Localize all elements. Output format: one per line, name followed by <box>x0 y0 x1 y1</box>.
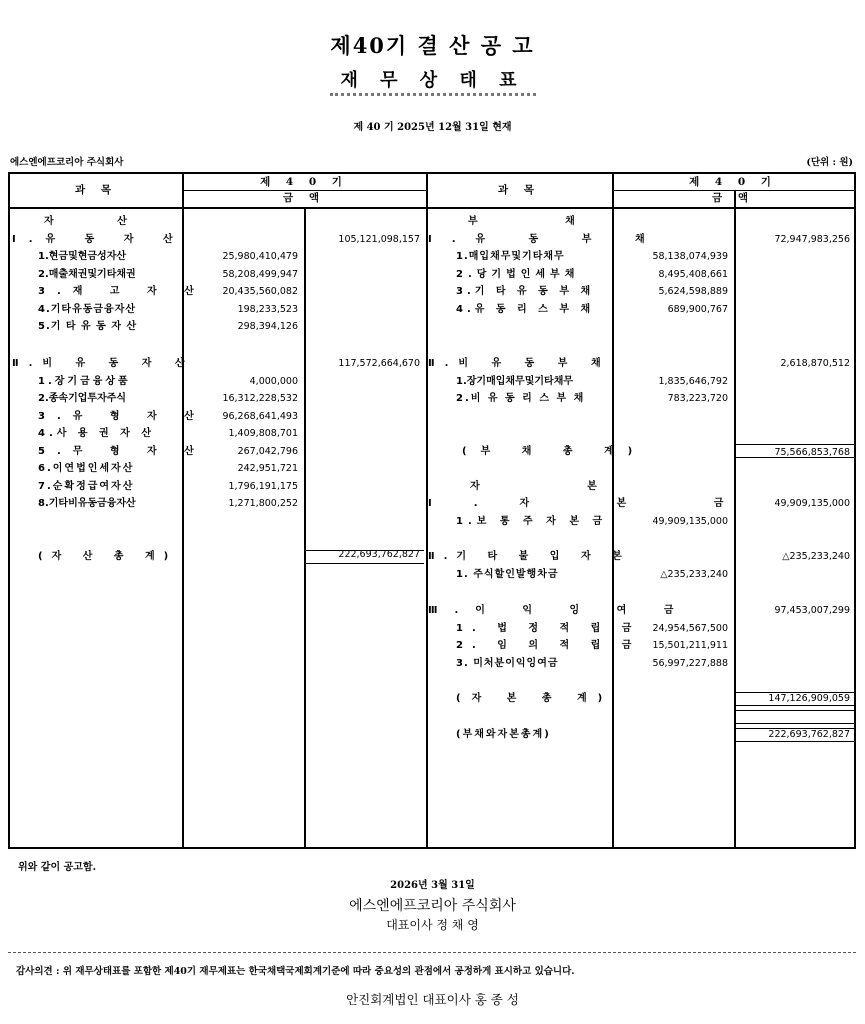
right-total: 49,909,135,000 <box>774 498 850 509</box>
left-row: 4.사 용 권 자 산 <box>38 428 155 439</box>
header-bottom <box>10 207 854 209</box>
right-total: 97,453,007,299 <box>774 605 850 616</box>
left-sub: 96,268,641,493 <box>222 411 298 422</box>
section-liabilities: 부 채 <box>468 216 617 227</box>
total-liab-equity-label: (부채와자본총계) <box>456 729 551 740</box>
right-sub: 56,997,227,888 <box>652 658 728 669</box>
left-sub: 242,951,721 <box>237 463 298 474</box>
auditor-name: 안진회계법인 대표이사 홍 종 성 <box>346 992 519 1007</box>
header-account-right: 과 목 <box>498 184 540 196</box>
balance-sheet-table <box>8 172 856 849</box>
right-sub: 8,495,408,661 <box>658 269 728 280</box>
left-row: 1.현금및현금성자산 <box>38 251 127 262</box>
right-row: 1. 법 정 적 립 금 <box>456 623 641 634</box>
left-row: 6.이연법인세자산 <box>38 463 135 474</box>
statement-title: 재 무 상 태 표 <box>340 70 525 91</box>
right-sub: 689,900,767 <box>667 304 728 315</box>
page-title: 제40기 결 산 공 고 <box>330 33 535 58</box>
left-sub: 1,796,191,175 <box>228 481 298 492</box>
right-sub: 24,954,567,500 <box>652 623 728 634</box>
period-label: 제 40 기 2025년 12월 31일 현재 <box>353 122 512 133</box>
right-row: 1. 주식할인발행차금 <box>456 569 559 580</box>
left-sub: 20,435,560,082 <box>222 286 298 297</box>
audit-opinion: 감사의견 : 위 재무상태표를 포함한 제40기 재무제표는 한국채택국제회계기준에 따라 중요성의 관점에서 공정하게 표시하고 있습니다. <box>16 966 575 977</box>
left-row: 5.무 형 자 산 <box>38 446 206 457</box>
title-underline <box>330 93 536 96</box>
total-box <box>736 710 854 724</box>
header-amount-left: 금 액 <box>283 192 325 204</box>
right-total: △235,233,240 <box>782 551 850 562</box>
section-equity: 자 본 <box>470 481 649 492</box>
unit-label: (단위 : 원) <box>806 157 853 168</box>
left-sub: 4,000,000 <box>249 376 298 387</box>
right-sub: 58,138,074,939 <box>652 251 728 262</box>
footer-ceo: 대표이사 정 채 영 <box>386 918 479 932</box>
left-total: 117,572,664,670 <box>338 358 420 369</box>
left-sub: 1,271,800,252 <box>228 498 298 509</box>
right-row-other-paidin: Ⅱ.기 타 불 입 자 본 <box>428 551 631 562</box>
right-row: 3.기 타 유 동 부 채 <box>456 286 595 297</box>
left-row: 2.종속기업투자주식 <box>38 393 127 404</box>
header-period-left: 제 4 0 기 <box>260 176 348 188</box>
right-total: 2,618,870,512 <box>780 358 850 369</box>
left-sub: 298,394,126 <box>237 321 298 332</box>
right-row: 3. 미처분이익잉여금 <box>456 658 559 669</box>
left-sub: 25,980,410,479 <box>222 251 298 262</box>
total-assets-value: 222,693,762,827 <box>338 549 420 560</box>
right-total: 72,947,983,256 <box>774 234 850 245</box>
right-row: 1.매입채무및기타채무 <box>456 251 565 262</box>
left-total: 105,121,098,157 <box>338 234 420 245</box>
divider <box>8 952 856 953</box>
company-name: 에스엔에프코리아 주식회사 <box>10 157 124 168</box>
right-row: 4.유 동 리 스 부 채 <box>456 304 595 315</box>
left-row: 1.장기금융상품 <box>38 376 131 387</box>
left-sub: 58,208,499,947 <box>222 269 298 280</box>
left-row: 3.유 형 자 산 <box>38 411 206 422</box>
left-sub: 16,312,228,532 <box>222 393 298 404</box>
right-row-retained-earnings: Ⅲ.이 익 잉 여 금 <box>428 605 691 616</box>
right-sub: 1,835,646,792 <box>658 376 728 387</box>
left-row: 8.기타비유동금융자산 <box>38 498 136 509</box>
section-assets: 자 산 <box>44 216 157 227</box>
left-row: 3.재 고 자 산 <box>38 286 206 297</box>
footer-company: 에스엔에프코리아 주식회사 <box>349 898 516 914</box>
left-sub: 1,409,808,701 <box>228 428 298 439</box>
total-equity-value: 147,126,909,059 <box>768 693 850 704</box>
total-liabilities-value: 75,566,853,768 <box>774 447 850 458</box>
left-row: 7.순확정급여자산 <box>38 481 135 492</box>
right-sub: 783,223,720 <box>667 393 728 404</box>
right-row: 2. 임 의 적 립 금 <box>456 640 641 651</box>
left-row-current-assets: Ⅰ.유 동 자 산 <box>12 234 186 245</box>
right-row-current-liabilities: Ⅰ.유 동 부 채 <box>428 234 665 245</box>
right-sub: 15,501,211,911 <box>652 640 728 651</box>
left-sub: 198,233,523 <box>237 304 298 315</box>
total-liabilities-label: (부 채 총 계) <box>462 446 647 457</box>
header-period-right: 제 4 0 기 <box>689 176 777 188</box>
left-row: 5.기 타 유 동 자 산 <box>38 321 138 332</box>
announcement-date: 2026년 3월 31일 <box>390 880 475 891</box>
total-assets-label: (자 산 총 계) <box>38 551 178 562</box>
right-row: 1.보 통 주 자 본 금 <box>456 516 608 527</box>
right-sub: 5,624,598,889 <box>658 286 728 297</box>
right-row-capital: Ⅰ.자 본 금 <box>428 498 766 509</box>
header-account-left: 과 목 <box>75 184 117 196</box>
right-sub: 49,909,135,000 <box>652 516 728 527</box>
total-equity-label: (자 본 총 계) <box>456 693 614 704</box>
right-row: 2.당기법인세부채 <box>456 269 580 280</box>
col-divider <box>304 174 306 847</box>
right-row: 2.비 유 동 리 스 부 채 <box>456 393 586 404</box>
left-row: 4.기타유동금융자산 <box>38 304 137 315</box>
header-amount-right: 금 액 <box>712 192 754 204</box>
right-row-noncurrent-liabilities: Ⅱ.비 유 동 부 채 <box>428 358 611 369</box>
left-row: 2.매출채권및기타채권 <box>38 269 136 280</box>
right-row: 1.장기매입채무및기타채무 <box>456 376 574 387</box>
total-liab-equity-value: 222,693,762,827 <box>768 729 850 740</box>
left-sub: 267,042,796 <box>237 446 298 457</box>
announcement-text: 위와 같이 공고함. <box>18 862 97 873</box>
right-sub: △235,233,240 <box>660 569 728 580</box>
left-row-noncurrent-assets: Ⅱ.비 유 동 자 산 <box>12 358 195 369</box>
